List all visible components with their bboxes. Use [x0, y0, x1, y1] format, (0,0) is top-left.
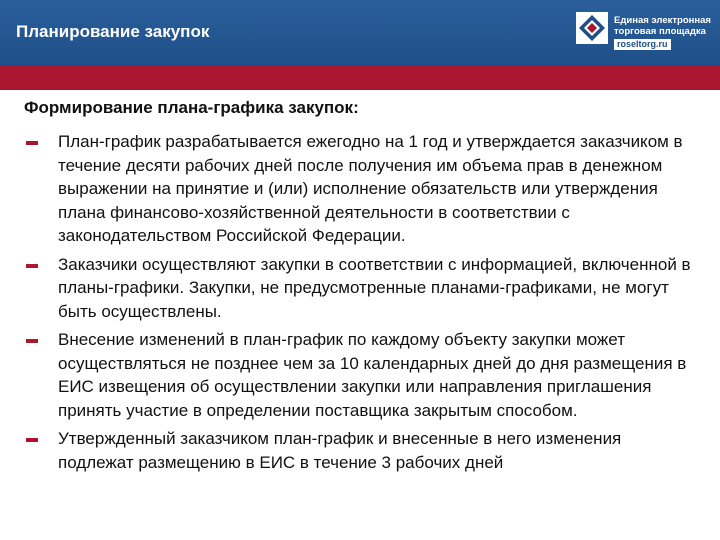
page-title: Планирование закупок [16, 22, 210, 41]
bullet-item [24, 427, 696, 474]
header-bar [0, 0, 720, 65]
roseltorg-logo [576, 10, 710, 56]
bullet-list [24, 130, 696, 474]
bullet-item [24, 130, 696, 248]
logo-text-line1: Единая электронная [614, 15, 711, 26]
bullet-dash-icon [26, 264, 38, 268]
bullet-item [24, 328, 696, 422]
logo-url: roseltorg.ru [614, 39, 671, 50]
bullet-dash-icon [26, 141, 38, 145]
section-subtitle: Формирование плана-графика закупок: [24, 98, 359, 117]
bullet-item [24, 253, 696, 324]
bullet-text: План-график разрабатывается ежегодно на 1 год и утверждается заказчиком в течение десяти рабочих дней после получения им объема прав в денежном выражении на принятие и (или) исполнение обязательств или утверждения плана финансово-хозяйственной деятельности в соответствии с законодательством Российской Федерации. [58, 132, 683, 245]
bullet-dash-icon [26, 438, 38, 442]
bullet-text: Заказчики осуществляют закупки в соответствии с информацией, включенной в планы-графики. Закупки, не предусмотренные планами-графиками, не могут быть осуществлены. [58, 254, 691, 321]
bullet-text: Утвержденный заказчиком план-график и внесенные в него изменения подлежат размещению в ЕИС в течение 3 рабочих дней [58, 429, 622, 472]
roseltorg-logo-icon [576, 12, 608, 44]
bullet-dash-icon [26, 339, 38, 343]
bullet-text: Внесение изменений в план-график по каждому объекту закупки может осуществляться не позднее чем за 10 календарных дней до дня размещения в ЕИС извещения об осуществлении закупки или направления приглашения принять участие в определении поставщика закрытым способом. [58, 330, 687, 420]
accent-band [0, 65, 720, 90]
logo-text-line2: торговая площадка [614, 26, 706, 37]
slide-content [24, 98, 696, 479]
